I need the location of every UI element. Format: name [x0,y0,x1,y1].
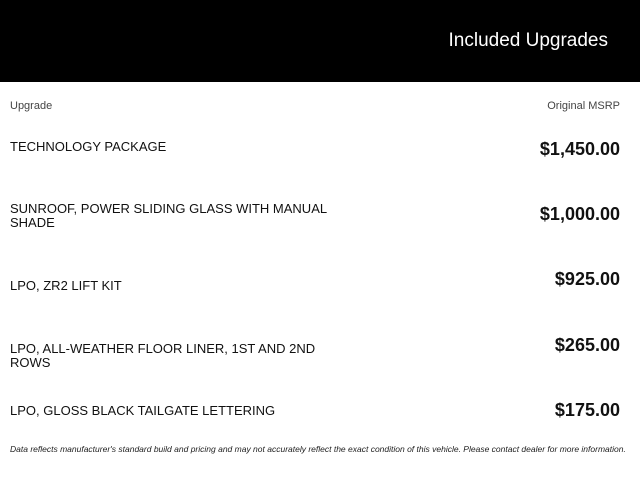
disclaimer-footnote: Data reflects manufacturer's standard build and pricing and may not accurately reflect the exact condition of this vehicle. Please contact dealer for more information. [10,444,626,454]
upgrade-price: $175.00 [554,400,620,420]
column-header-msrp: Original MSRP [547,100,620,112]
upgrade-name: TECHNOLOGY PACKAGE [10,139,167,154]
upgrade-price: $925.00 [554,269,620,289]
column-headers [10,100,620,114]
upgrade-price: $265.00 [554,335,620,355]
upgrade-name: LPO, GLOSS BLACK TAILGATE LETTERING [10,403,276,418]
panel-header [0,0,640,82]
upgrade-name: SUNROOF, POWER SLIDING GLASS WITH MANUAL SHADE [10,201,327,230]
upgrade-name: LPO, ALL-WEATHER FLOOR LINER, 1ST AND 2ND ROWS [10,341,316,370]
upgrade-price: $1,000.00 [539,204,620,224]
panel-title: Included Upgrades [448,30,608,51]
column-header-upgrade: Upgrade [10,100,53,112]
upgrade-name: LPO, ZR2 LIFT KIT [10,278,122,293]
upgrade-price: $1,450.00 [539,139,620,159]
